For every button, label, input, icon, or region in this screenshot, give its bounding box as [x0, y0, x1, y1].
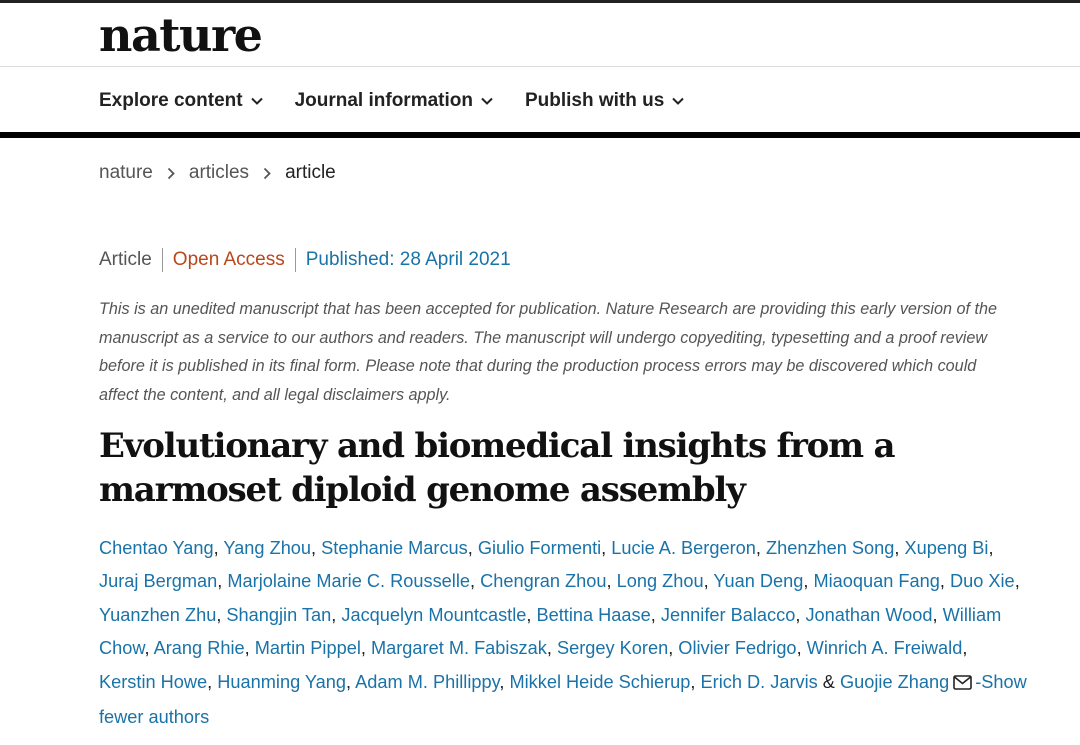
nav-label: Publish with us: [524, 90, 665, 111]
author-separator: ,: [803, 571, 814, 592]
author-link[interactable]: Olivier Fedrigo: [678, 638, 797, 659]
author-separator: ,: [796, 638, 807, 659]
author-conjunction: &: [817, 671, 840, 692]
author-link[interactable]: William Chow: [99, 604, 1002, 659]
author-link[interactable]: Duo Xie: [949, 571, 1015, 592]
author-separator: ,: [469, 571, 481, 592]
author-separator: ,: [601, 538, 612, 558]
nav-divider: [0, 132, 1080, 138]
author-separator: ,: [894, 538, 905, 558]
author-link[interactable]: Giulio Formenti: [477, 538, 602, 558]
meta-divider: [162, 248, 163, 272]
author-separator: ,: [216, 604, 227, 625]
author-link[interactable]: Yuanzhen Zhu: [99, 604, 217, 625]
author-link[interactable]: Adam M. Phillippy: [355, 671, 500, 692]
author-link[interactable]: Stephanie Marcus: [321, 538, 468, 558]
chevron-down-icon: [672, 95, 684, 107]
author-link[interactable]: Juraj Bergman: [99, 571, 218, 592]
author-separator: ,: [346, 671, 356, 692]
main-nav: [99, 86, 716, 116]
author-separator: ,: [690, 671, 701, 692]
author-link[interactable]: Margaret M. Fabiszak: [370, 638, 547, 659]
author-separator: ,: [217, 571, 228, 592]
breadcrumb-nature[interactable]: nature: [99, 162, 153, 183]
author-separator: ,: [244, 638, 255, 659]
author-link[interactable]: Xupeng Bi: [904, 538, 989, 558]
author-link[interactable]: Arang Rhie: [153, 638, 245, 659]
author-separator: ,: [213, 538, 224, 558]
meta-divider: [295, 248, 296, 272]
chevron-down-icon: [481, 95, 493, 107]
author-separator: ,: [962, 638, 968, 659]
author-link[interactable]: Martin Pippel: [254, 638, 361, 659]
author-link[interactable]: Marjolaine Marie C. Rousselle: [227, 571, 470, 592]
published-date: Published: 28 April 2021: [305, 249, 511, 270]
author-link[interactable]: Jonathan Wood: [805, 604, 933, 625]
author-separator: ,: [499, 671, 510, 692]
author-link[interactable]: Long Zhou: [616, 571, 704, 592]
author-separator: ,: [668, 638, 679, 659]
chevron-right-icon: [261, 167, 273, 180]
open-access-label: Open Access: [172, 249, 285, 270]
author-separator: ,: [360, 638, 371, 659]
top-border: [0, 0, 1080, 3]
author-link[interactable]: Bettina Haase: [536, 604, 651, 625]
author-link[interactable]: Yuan Deng: [713, 571, 804, 592]
author-separator: ,: [526, 604, 537, 625]
author-link[interactable]: Winrich A. Freiwald: [806, 638, 963, 659]
mail-icon[interactable]: [953, 668, 972, 701]
show-fewer-authors-link[interactable]: -Show fewer authors: [99, 671, 1027, 728]
author-link[interactable]: Jennifer Balacco: [660, 604, 796, 625]
author-separator: ,: [311, 538, 322, 558]
author-separator: ,: [467, 538, 478, 558]
author-separator: ,: [606, 571, 617, 592]
author-separator: ,: [795, 604, 806, 625]
author-link[interactable]: Guojie Zhang: [840, 671, 950, 692]
manuscript-disclaimer: This is an unedited manuscript that has been accepted for publication. Nature Research are providing this early version of the manuscript as a service to our authors and readers. The manuscript will undergo copyediting, typesetting and a proof review before it is published in its final form. Please note that during the production process errors may be discovered which could affect the content, and all legal disclaimers apply.: [99, 300, 998, 405]
article-meta: [99, 248, 511, 272]
nav-explore-content[interactable]: [99, 86, 263, 116]
author-separator: ,: [331, 604, 342, 625]
nav-label: Explore content: [99, 90, 243, 111]
author-separator: ,: [988, 538, 994, 558]
author-separator: ,: [703, 571, 714, 592]
author-separator: ,: [546, 638, 557, 659]
article-type: Article: [99, 249, 152, 270]
author-separator: ,: [207, 671, 218, 692]
author-separator: ,: [650, 604, 661, 625]
article-title: Evolutionary and biomedical insights from a marmoset diploid genome assembly: [99, 426, 895, 510]
author-link[interactable]: Huanming Yang: [217, 671, 347, 692]
author-separator: ,: [144, 638, 154, 659]
author-separator: ,: [939, 571, 950, 592]
author-link[interactable]: Sergey Koren: [556, 638, 669, 659]
author-link[interactable]: Miaoquan Fang: [813, 571, 940, 592]
site-logo[interactable]: nature: [99, 8, 262, 62]
author-link[interactable]: Lucie A. Bergeron: [611, 538, 756, 558]
author-separator: ,: [755, 538, 766, 558]
header-divider: [0, 66, 1080, 67]
author-link[interactable]: Shangjin Tan: [226, 604, 332, 625]
author-link[interactable]: Zhenzhen Song: [765, 538, 895, 558]
breadcrumb-article: article: [285, 162, 336, 183]
author-separator: ,: [1014, 571, 1020, 592]
chevron-right-icon: [165, 167, 177, 180]
author-list: [99, 532, 1029, 734]
author-separator: ,: [932, 604, 943, 625]
author-link[interactable]: Mikkel Heide Schierup: [509, 671, 691, 692]
breadcrumb-articles[interactable]: articles: [188, 162, 250, 183]
nav-label: Journal information: [294, 90, 473, 111]
author-link[interactable]: Chentao Yang: [99, 538, 214, 558]
author-link[interactable]: Yang Zhou: [223, 538, 312, 558]
author-link[interactable]: Chengran Zhou: [480, 571, 607, 592]
author-link[interactable]: Erich D. Jarvis: [700, 671, 818, 692]
nav-publish-with-us[interactable]: [525, 86, 684, 116]
author-link[interactable]: Kerstin Howe: [99, 671, 208, 692]
author-link[interactable]: Jacquelyn Mountcastle: [341, 604, 527, 625]
breadcrumb: [99, 162, 336, 184]
chevron-down-icon: [251, 95, 263, 107]
nav-journal-information[interactable]: [295, 86, 493, 116]
